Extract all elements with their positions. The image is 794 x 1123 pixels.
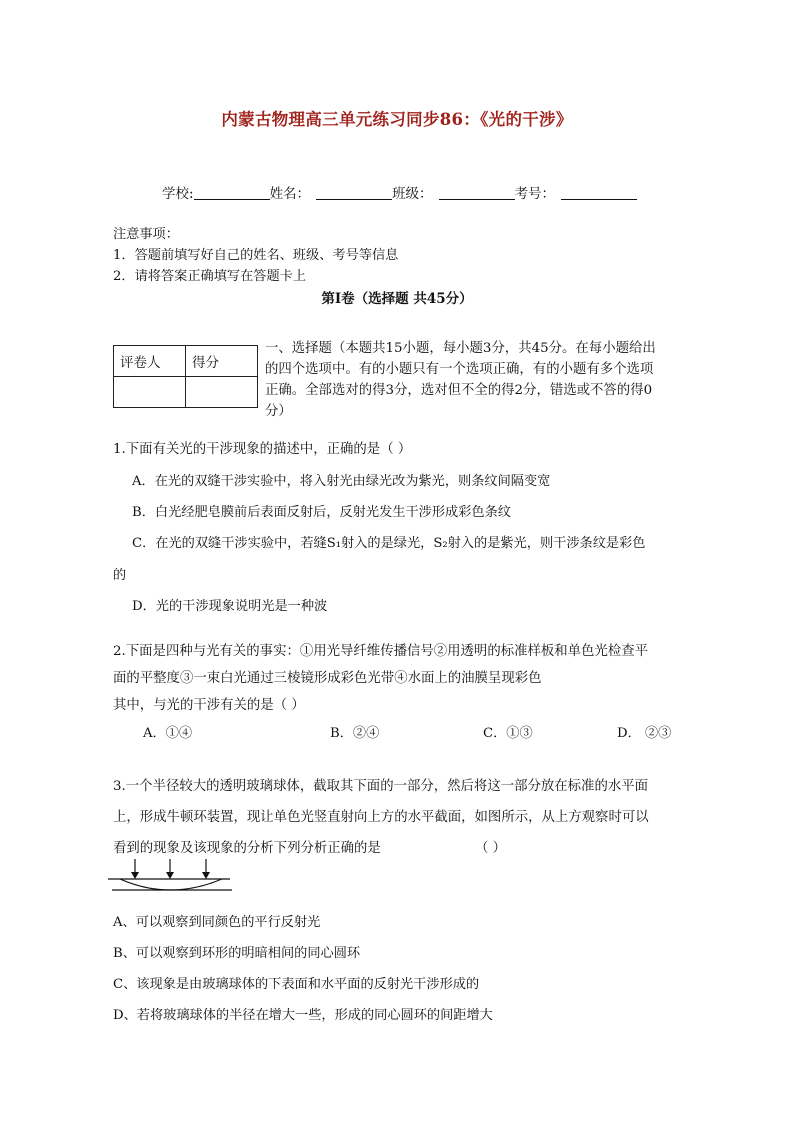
option-c: C．在光的双缝干涉实验中，若缝S₁射入的是绿光，S₂射入的是紫光，则干涉条纹是彩色 xyxy=(132,536,646,551)
student-info-line xyxy=(162,182,637,202)
question-stem-line: 面的平整度③一束白光通过三棱镜形成彩色光带④水面上的油膜呈现彩色 xyxy=(113,671,542,686)
option-b: B．白光经肥皂膜前后表面反射后，反射光发生干涉形成彩色条纹 xyxy=(132,505,511,520)
question-stem-line: 上，形成牛顿环装置，现让单色光竖直射向上方的水平截面，如图所示，从上方观察时可以 xyxy=(113,810,649,825)
note-item: 1．答题前填写好自己的姓名、班级、考号等信息 xyxy=(113,248,399,263)
option-b: B．②④ xyxy=(330,726,380,741)
school-label: 学校: xyxy=(162,186,194,202)
lens-curved-surface xyxy=(120,879,222,890)
name-blank[interactable] xyxy=(316,185,392,200)
option-c: C．①③ xyxy=(483,726,533,741)
exam-no-label: 考号： xyxy=(514,186,556,202)
arrow-head-icon xyxy=(166,872,174,879)
grader-cell[interactable] xyxy=(114,377,186,408)
option-c-continued: 的 xyxy=(113,568,127,583)
school-blank[interactable] xyxy=(194,185,270,200)
option-a: A．在光的双缝干涉实验中，将入射光由绿光改为紫光，则条纹间隔变宽 xyxy=(132,474,551,489)
option-d: D、若将玻璃球体的半径在增大一些，形成的同心圆环的间距增大 xyxy=(113,1008,493,1023)
option-d: D．光的干涉现象说明光是一种波 xyxy=(132,599,328,614)
class-label: 班级： xyxy=(392,186,433,202)
exam-no-blank[interactable] xyxy=(561,185,637,200)
arrow-head-icon xyxy=(131,872,139,879)
notes-heading: 注意事项： xyxy=(113,227,179,242)
option-a: A、可以观察到同颜色的平行反射光 xyxy=(113,915,321,930)
option-a: A．①④ xyxy=(143,726,193,741)
name-label: 姓名： xyxy=(269,186,311,202)
question-stem-line: 3.一个半径较大的透明玻璃球体，截取其下面的一部分，然后将这一部分放在标准的水平面 xyxy=(113,779,649,794)
note-item: 2．请将答案正确填写在答题卡上 xyxy=(113,269,307,284)
grader-table xyxy=(113,345,258,408)
question-stem: 1.下面有关光的干涉现象的描述中，正确的是（ ） xyxy=(113,442,412,457)
section-title: 第I卷（选择题 共45分） xyxy=(321,291,473,307)
arrow-head-icon xyxy=(202,872,210,879)
answer-bracket: （ ） xyxy=(475,841,507,856)
question-stem-line: 其中，与光的干涉有关的是（ ） xyxy=(113,698,305,713)
class-blank[interactable] xyxy=(439,185,515,200)
grader-header: 评卷人 xyxy=(114,346,186,377)
part1-instructions: 一、选择题（本题共15小题，每小题3分，共45分。在每小题给出的四个选项中。有的小题只有一个选项正确，有的小题有多个选项正确。全部选对的得3分，选对但不全的得2分，错选或不答的得0分） xyxy=(265,341,656,419)
option-d: D． ②③ xyxy=(617,726,672,741)
option-b: B、可以观察到环形的明暗相间的同心圆环 xyxy=(113,946,361,961)
score-header: 得分 xyxy=(186,346,258,377)
page-title: 内蒙古物理高三单元练习同步86：《光的干涉》 xyxy=(221,110,573,129)
score-cell[interactable] xyxy=(186,377,258,408)
question-stem-line: 看到的现象及该现象的分析下列分析正确的是 xyxy=(113,841,381,856)
question-stem-line: 2.下面是四种与光有关的事实：①用光导纤维传播信号②用透明的标准样板和单色光检查平 xyxy=(113,644,649,659)
newton-rings-diagram xyxy=(108,857,238,905)
option-c: C、该现象是由玻璃球体的下表面和水平面的反射光干涉形成的 xyxy=(113,977,480,992)
